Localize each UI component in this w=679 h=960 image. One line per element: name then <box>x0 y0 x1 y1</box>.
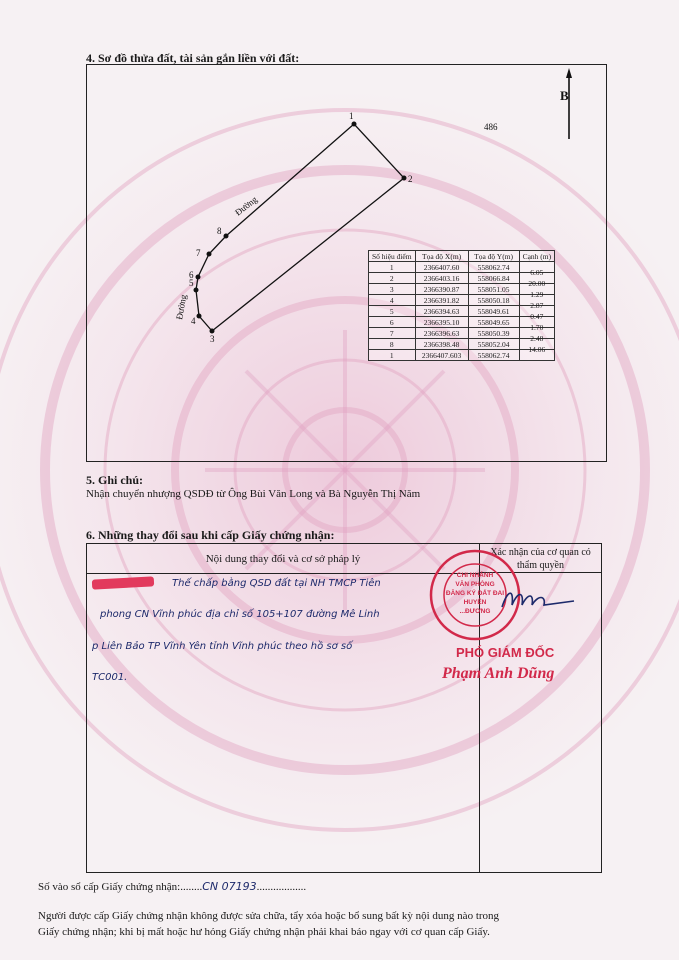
cell-point: 2 <box>369 273 416 284</box>
section5-note: Nhận chuyển nhượng QSDĐ từ Ông Bùi Văn Long và Bà Nguyễn Thị Năm <box>86 488 421 500</box>
cell-point: 1 <box>369 350 416 361</box>
cell-y: 558062.74 <box>468 262 519 273</box>
seal-line-3: ĐĂNG KÝ ĐẤT ĐAI <box>445 590 505 597</box>
seal-line-1: CHI NHÁNH <box>456 572 494 579</box>
cell-point: 6 <box>369 317 416 328</box>
cell-edge: 2.48 <box>519 333 555 344</box>
parcel-number: 486 <box>484 122 498 132</box>
coordinate-row <box>369 262 555 273</box>
cell-edge: 0.47 <box>519 311 555 322</box>
cell-x: 2366407.60 <box>415 262 468 273</box>
cell-edge: 1.70 <box>519 322 555 333</box>
point-label-6: 6 <box>189 270 194 280</box>
col-header-x: Tọa độ X(m) <box>415 251 468 262</box>
warning-line-1: Người được cấp Giấy chứng nhận không được sửa chữa, tẩy xóa hoặc bổ sung bất kỳ nội dung nào trong <box>38 910 500 922</box>
north-arrow-icon <box>566 68 572 139</box>
registration-label: Số vào sổ cấp Giấy chứng nhận: <box>38 881 181 893</box>
cell-edge: 6.05 <box>519 267 555 278</box>
col-header-y: Tọa độ Y(m) <box>468 251 519 262</box>
road-label-left: Đường <box>174 293 189 321</box>
cell-x: 2366407.603 <box>415 350 468 361</box>
section4-title: 4. Sơ đồ thửa đất, tài sản gắn liền với đất: <box>86 51 300 65</box>
seal-line-5: ...ĐƯƠNG <box>459 608 491 615</box>
cell-y: 558052.04 <box>468 339 519 350</box>
section6-title: 6. Những thay đổi sau khi cấp Giấy chứng nhận: <box>86 528 335 542</box>
registration-number: CN 07193 <box>202 880 257 893</box>
cell-x: 2366394.63 <box>415 306 468 317</box>
cell-point: 8 <box>369 339 416 350</box>
signer-name: Phạm Anh Dũng <box>442 665 555 682</box>
point-label-1: 1 <box>349 111 354 121</box>
registration-dots-before: ........ <box>180 881 203 893</box>
cell-y: 558062.74 <box>468 350 519 361</box>
cell-x: 2366396.63 <box>415 328 468 339</box>
cell-x: 2366390.87 <box>415 284 468 295</box>
point-label-4: 4 <box>191 316 196 326</box>
registration-line <box>38 880 306 893</box>
cell-y: 558049.65 <box>468 317 519 328</box>
cell-edge: 20.00 <box>519 278 555 289</box>
cell-point: 7 <box>369 328 416 339</box>
cell-edge: 14.06 <box>519 344 555 355</box>
point-label-5: 5 <box>189 278 194 288</box>
cell-y: 558049.61 <box>468 306 519 317</box>
cell-point: 4 <box>369 295 416 306</box>
changes-col-content: Nội dung thay đổi và cơ sở pháp lý <box>87 544 480 574</box>
point-label-8: 8 <box>217 226 222 236</box>
changes-col-confirm: Xác nhận của cơ quan có thẩm quyền <box>480 544 601 573</box>
cell-y: 558066.84 <box>468 273 519 284</box>
warning-line-2: Giấy chứng nhận; khi bị mất hoặc hư hỏng Giấy chứng nhận phải khai báo ngay với cơ quan cấp Giấy. <box>38 926 490 938</box>
signature <box>498 585 578 615</box>
north-label: B <box>560 88 569 103</box>
handwritten-line-3: p Liên Bảo TP Vĩnh Yên tỉnh Vĩnh phúc theo hồ sơ số <box>92 641 353 652</box>
cell-point: 3 <box>369 284 416 295</box>
cell-edge: 2.87 <box>519 300 555 311</box>
cell-point: 5 <box>369 306 416 317</box>
cell-y: 558050.18 <box>468 295 519 306</box>
cell-edge: 1.29 <box>519 289 555 300</box>
cell-x: 2366403.16 <box>415 273 468 284</box>
signer-title: PHÓ GIÁM ĐỐC <box>456 645 555 660</box>
seal-line-4: HUYỆN <box>463 599 487 606</box>
point-label-2: 2 <box>408 174 413 184</box>
cell-x: 2366398.48 <box>415 339 468 350</box>
section5-title: 5. Ghi chú: <box>86 473 144 487</box>
col-header-edge: Cạnh (m) <box>519 251 555 262</box>
handwritten-line-1: Thế chấp bằng QSD đất tại NH TMCP Tiên <box>172 578 381 589</box>
cell-x: 2366391.82 <box>415 295 468 306</box>
coordinate-table <box>368 250 555 361</box>
road-label-top: Đường <box>233 194 260 218</box>
cell-x: 2366395.10 <box>415 317 468 328</box>
cell-y: 558050.39 <box>468 328 519 339</box>
point-label-3: 3 <box>210 334 215 344</box>
handwritten-line-2: phong CN Vĩnh phúc địa chỉ số 105+107 đường Mê Linh <box>100 609 380 620</box>
handwritten-line-4: TC001. <box>92 672 128 683</box>
registration-dots-after: .................. <box>256 881 307 893</box>
point-label-7: 7 <box>196 248 201 258</box>
seal-line-2: VĂN PHÒNG <box>455 581 495 588</box>
cell-point: 1 <box>369 262 416 273</box>
cell-y: 558051.05 <box>468 284 519 295</box>
col-header-point: Số hiệu điểm <box>369 251 416 262</box>
